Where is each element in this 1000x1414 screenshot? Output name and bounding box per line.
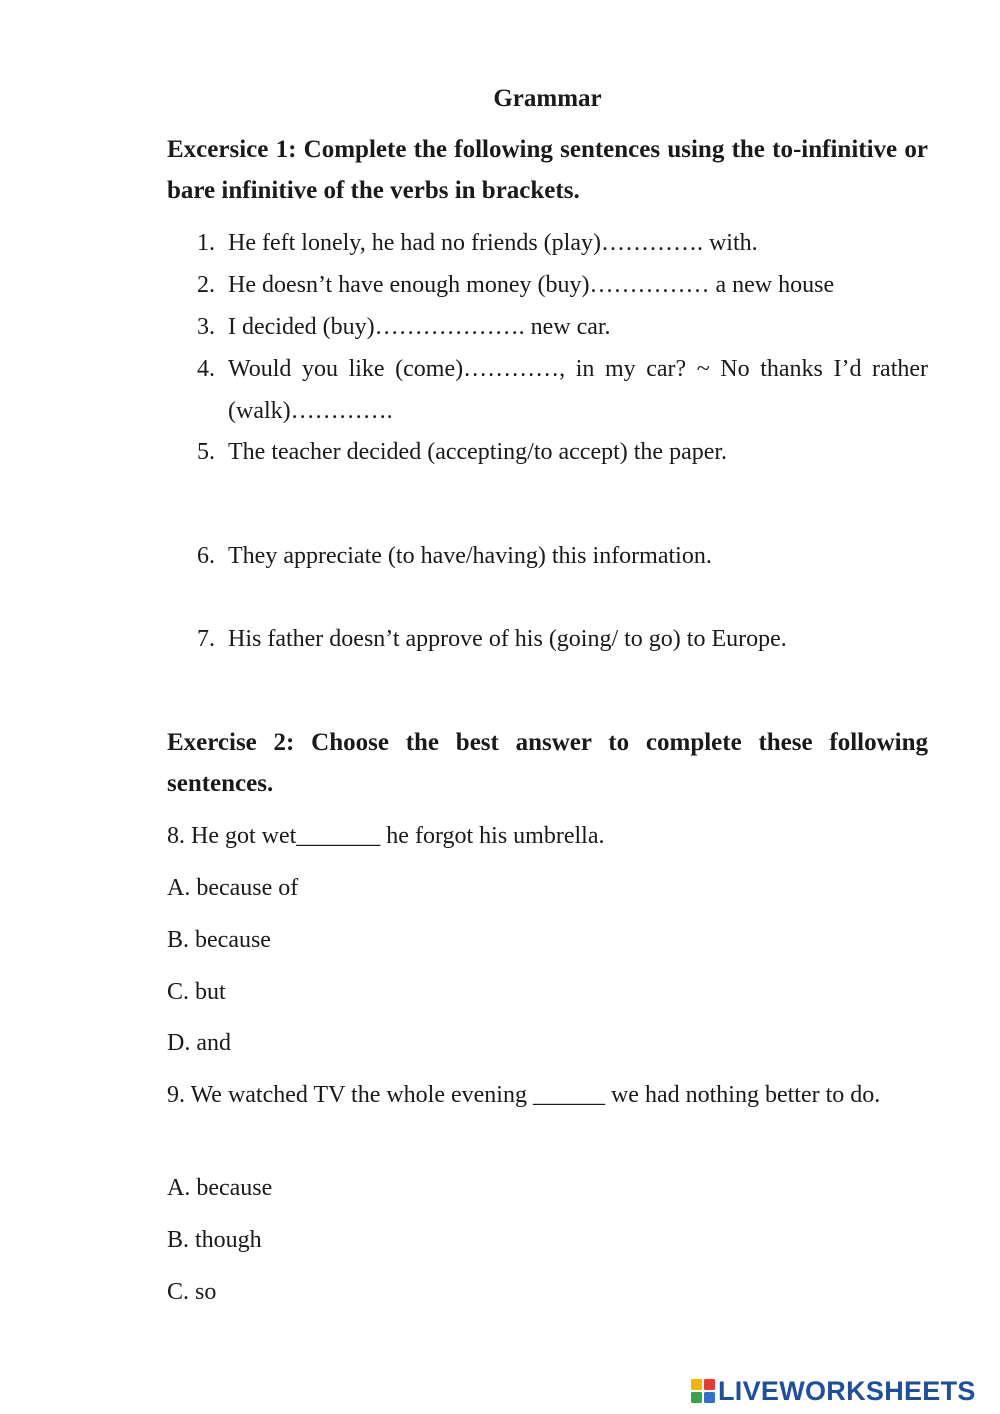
item-text: His father doesn’t approve of his (going/ to go) to Europe. xyxy=(228,626,787,652)
item-text: Would you like (come)…………, in my car? ~ No thanks I’d rather (walk)…………. xyxy=(228,356,928,424)
item-number: 2. xyxy=(197,272,215,298)
list-item xyxy=(197,618,928,660)
item-text: He doesn’t have enough money (buy)…………… a new house xyxy=(228,272,835,298)
list-item xyxy=(197,306,928,348)
answer-option: B. because xyxy=(167,927,271,953)
question-stem: 8. He got wet_______ he forgot his umbrella. xyxy=(167,823,605,849)
item-text: The teacher decided (accepting/to accept) the paper. xyxy=(228,439,728,465)
item-text: I decided (buy)………………. new car. xyxy=(228,314,611,340)
list-item xyxy=(197,348,928,432)
item-number: 5. xyxy=(197,439,215,465)
list-item xyxy=(197,431,928,473)
answer-option: C. but xyxy=(167,979,226,1005)
answer-option: D. and xyxy=(167,1030,231,1056)
list-item xyxy=(197,535,928,577)
item-text: They appreciate (to have/having) this information. xyxy=(228,543,712,569)
list-item xyxy=(197,264,928,306)
item-number: 7. xyxy=(197,626,215,652)
liveworksheets-logo xyxy=(690,1376,976,1406)
list-item xyxy=(197,222,928,264)
item-text: He feft lonely, he had no friends (play)…………. with. xyxy=(228,230,758,256)
question-stem: 9. We watched TV the whole evening ______ we had nothing better to do. xyxy=(167,1082,881,1108)
answer-option: A. because of xyxy=(167,875,299,901)
item-number: 3. xyxy=(197,314,215,340)
exercise-2-heading: Exercise 2: Choose the best answer to complete these following sentences. xyxy=(167,729,928,797)
answer-option: B. though xyxy=(167,1227,262,1253)
liveworksheets-logo-icon xyxy=(690,1378,716,1404)
exercise-1-heading: Excersice 1: Complete the following sentences using the to-infinitive or bare infinitive of the verbs in brackets. xyxy=(167,136,928,204)
item-number: 6. xyxy=(197,543,215,569)
answer-option: C. so xyxy=(167,1279,217,1305)
item-number: 1. xyxy=(197,230,215,256)
page-title: Grammar xyxy=(493,85,602,112)
item-number: 4. xyxy=(197,356,215,382)
brand-name: LIVEWORKSHEETS xyxy=(718,1376,976,1406)
answer-option: A. because xyxy=(167,1175,273,1201)
